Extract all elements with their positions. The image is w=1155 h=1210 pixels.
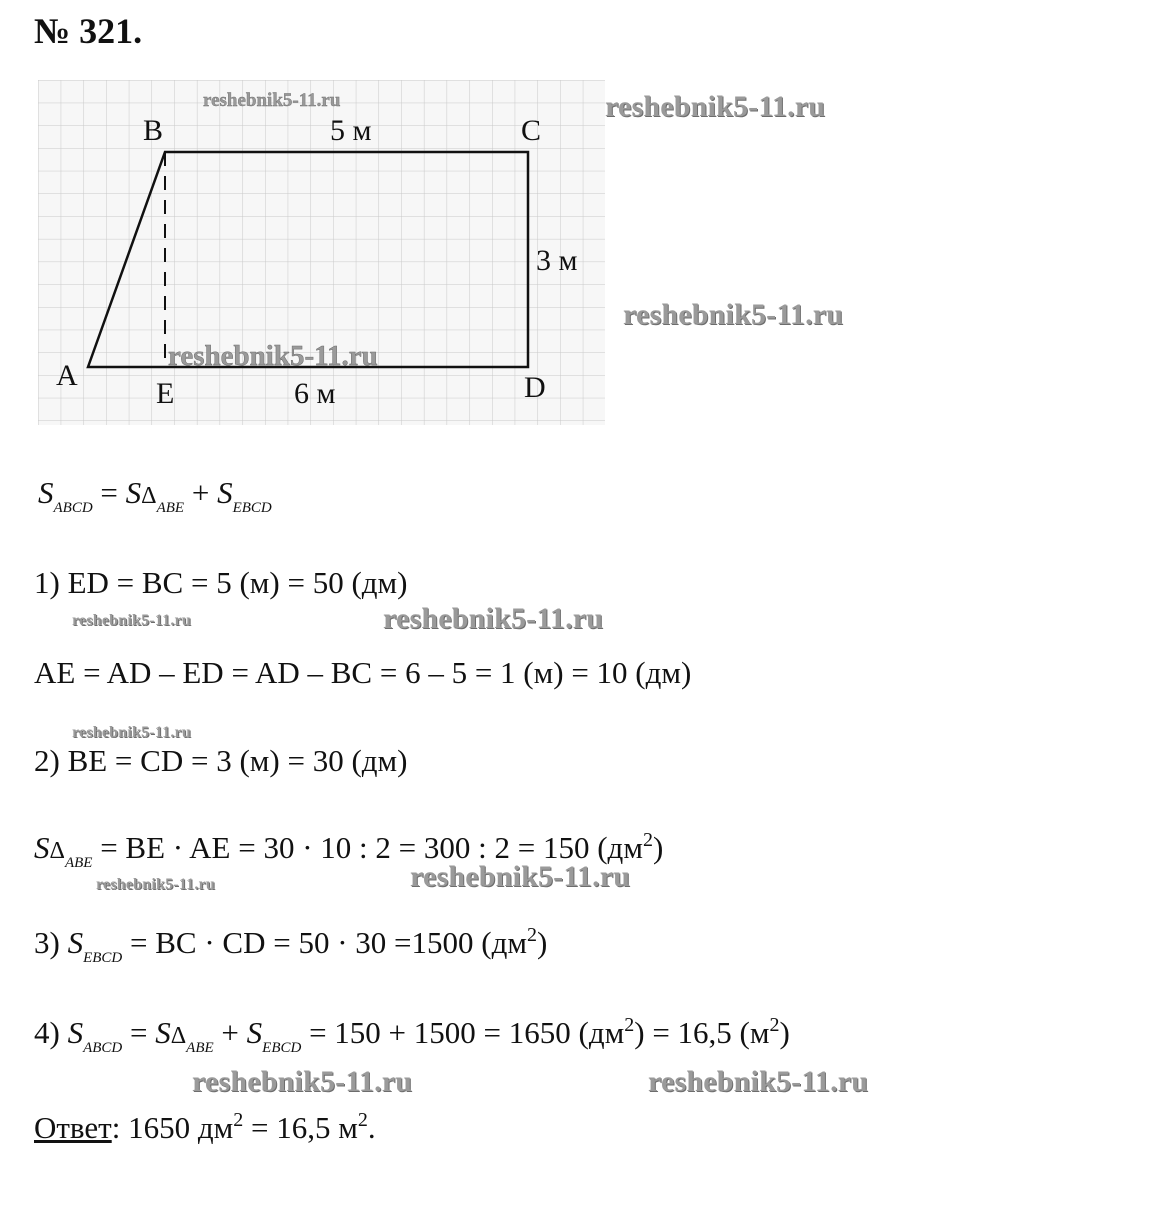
vertex-a: A (56, 359, 78, 392)
answer: Ответ: 1650 $дм^2 = 16,5$ $м^2$. (34, 1109, 376, 1145)
answer-label: Ответ (34, 1110, 112, 1145)
vertex-d: D (524, 371, 546, 404)
watermark-2: reshebnik5-11.ru (623, 298, 844, 331)
watermark-9: reshebnik5-11.ru (648, 1065, 869, 1098)
figure-watermark-top: reshebnik5-11.ru (203, 90, 341, 111)
watermark-6: reshebnik5-11.ru (96, 876, 215, 893)
vertex-c: C (521, 114, 542, 147)
trapezoid-figure (38, 80, 605, 425)
area-formula: $S_{ABCD} = S\Delta_{ABE} + S_{EBCD}$ (38, 475, 272, 516)
step-1-line-2: AE = AD – ED = AD – BC = 6 – 5 = 1 (м) = 10 (дм) (34, 655, 692, 690)
watermark-5: reshebnik5-11.ru (72, 724, 191, 741)
step-2-area: $S\Delta_{ABE}$ = BE · AE = 30 · 10 : 2 = 300 : 2 = 150 $(дм^2)$ (34, 829, 664, 871)
problem-number: № 321. (34, 11, 143, 51)
vertex-b: B (143, 114, 164, 147)
watermark-4: reshebnik5-11.ru (383, 602, 604, 635)
watermark-8: reshebnik5-11.ru (192, 1065, 413, 1098)
watermark-1: reshebnik5-11.ru (605, 90, 826, 123)
step-3: 3) $S_{EBCD}$ = BC · CD = 50 · 30 =1500 $(дм^2)$ (34, 924, 548, 966)
step-4: 4) $S_{ABCD} = S\Delta_{ABE} + S_{EBCD} = 150 + 1500 = 1650$ $(дм^2) = 16,5$ $(м^2)$ (34, 1014, 790, 1056)
side-bc-label: 5 м (330, 114, 372, 147)
watermark-7: reshebnik5-11.ru (410, 860, 631, 893)
grid-background (38, 80, 605, 425)
step-2-line-1: 2) BE = CD = 3 (м) = 30 (дм) (34, 743, 408, 778)
figure-watermark-bottom: reshebnik5-11.ru (168, 340, 378, 372)
step-1-line-1: 1) ED = BC = 5 (м) = 50 (дм) (34, 565, 408, 600)
side-cd-label: 3 м (536, 244, 578, 277)
vertex-e: E (156, 377, 175, 410)
watermark-3: reshebnik5-11.ru (72, 612, 191, 629)
side-ad-label: 6 м (294, 377, 336, 410)
